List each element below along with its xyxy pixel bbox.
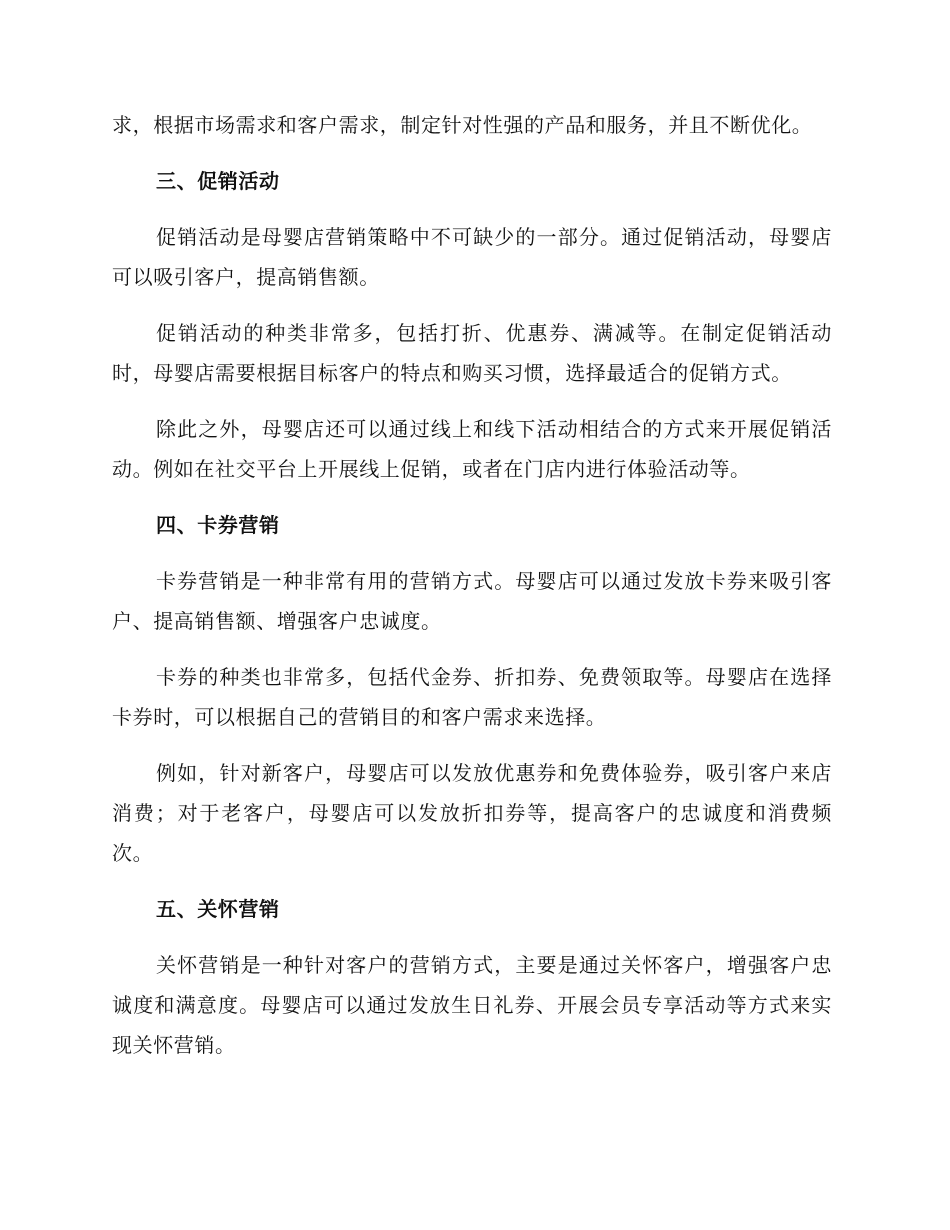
section-heading-care-marketing: 五、关怀营销 bbox=[156, 897, 280, 921]
paragraph-continuation: 求，根据市场需求和客户需求，制定针对性强的产品和服务，并且不断优化。 bbox=[112, 113, 813, 137]
document-body bbox=[112, 105, 832, 1065]
section-heading-coupon-marketing: 四、卡券营销 bbox=[156, 513, 280, 537]
paragraph: 关怀营销是一种针对客户的营销方式，主要是通过关怀客户，增强客户忠诚度和满意度。母婴店可以通过发放生日礼券、开展会员专享活动等方式来实现关怀营销。 bbox=[112, 953, 832, 1057]
section-heading-promotions: 三、促销活动 bbox=[156, 169, 280, 193]
paragraph: 促销活动是母婴店营销策略中不可缺少的一部分。通过促销活动，母婴店可以吸引客户，提高销售额。 bbox=[112, 225, 832, 289]
paragraph: 例如，针对新客户，母婴店可以发放优惠券和免费体验券，吸引客户来店消费；对于老客户，母婴店可以发放折扣券等，提高客户的忠诚度和消费频次。 bbox=[112, 761, 832, 865]
paragraph: 促销活动的种类非常多，包括打折、优惠券、满减等。在制定促销活动时，母婴店需要根据目标客户的特点和购买习惯，选择最适合的促销方式。 bbox=[112, 321, 832, 385]
paragraph: 除此之外，母婴店还可以通过线上和线下活动相结合的方式来开展促销活动。例如在社交平台上开展线上促销，或者在门店内进行体验活动等。 bbox=[112, 417, 832, 481]
paragraph: 卡券营销是一种非常有用的营销方式。母婴店可以通过发放卡券来吸引客户、提高销售额、增强客户忠诚度。 bbox=[112, 569, 832, 633]
paragraph: 卡券的种类也非常多，包括代金券、折扣券、免费领取等。母婴店在选择卡券时，可以根据自己的营销目的和客户需求来选择。 bbox=[112, 665, 832, 729]
